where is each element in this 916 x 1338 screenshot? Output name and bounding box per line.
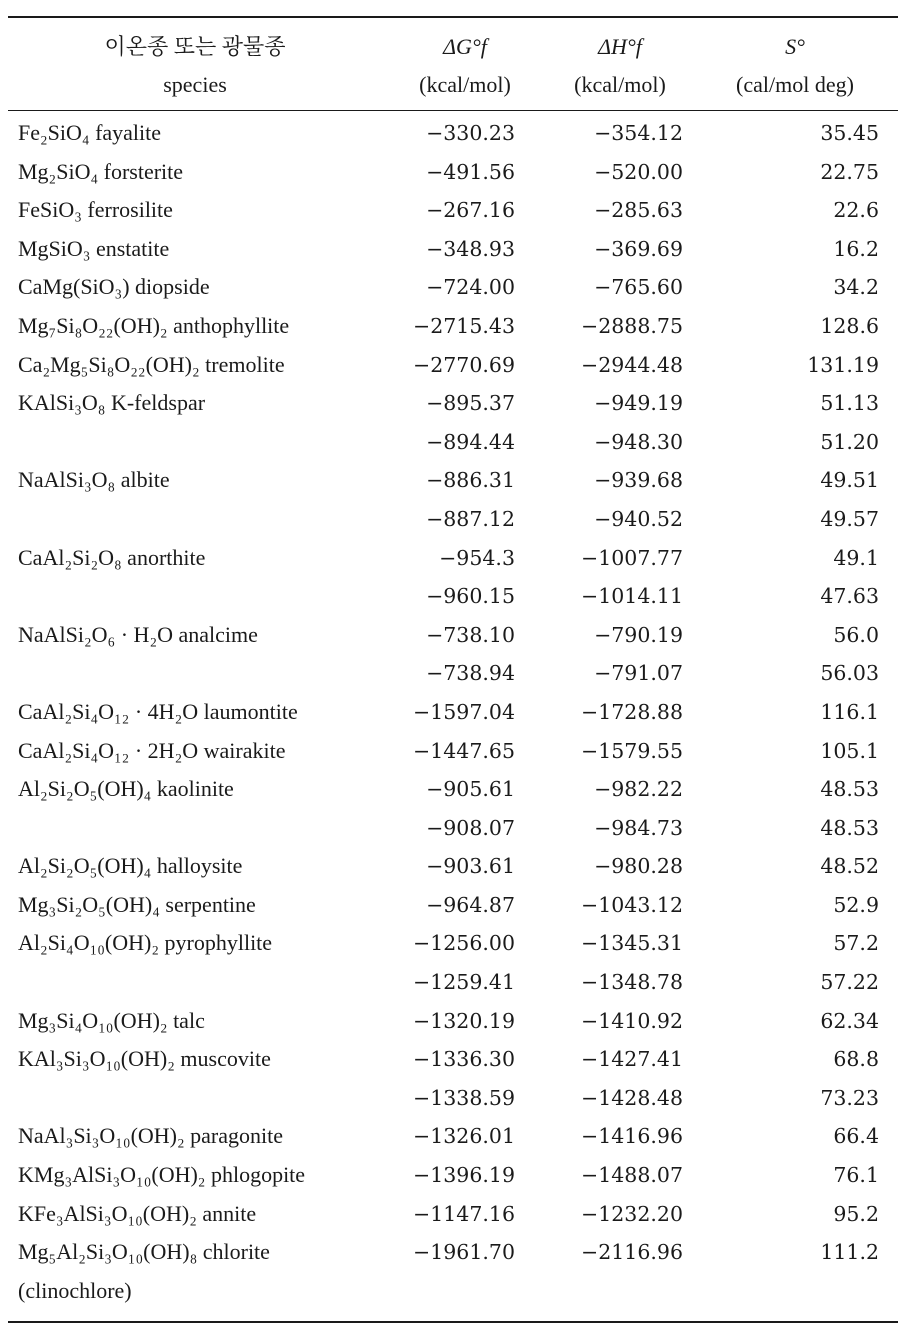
- table-row: [0, 1195, 916, 1234]
- species-name: Ca₂Mg₅Si₈O₂₂(OH)₂ tremolite: [18, 351, 285, 377]
- enthalpy-cell: −354.12: [594, 121, 683, 145]
- gibbs-energy-cell: −1326.01: [413, 1124, 515, 1149]
- species-cell: [18, 1156, 398, 1195]
- header-enthalpy: [555, 28, 685, 104]
- table-row: [0, 1117, 916, 1156]
- table-bottom-rule: [8, 1321, 898, 1323]
- species-name: Mg₃Si₄O₁₀(OH)₂ talc: [18, 1007, 205, 1033]
- table-row: [0, 847, 916, 886]
- enthalpy-cell: −980.28: [594, 854, 683, 879]
- entropy-cell: 52.9: [833, 892, 879, 917]
- table-row: [0, 693, 916, 732]
- species-name: Al₂Si₄O₁₀(OH)₂ pyrophyllite: [18, 930, 273, 956]
- species-cell: [18, 461, 398, 500]
- gibbs-energy-cell: −1147.16: [413, 1201, 515, 1226]
- entropy-cell: 22.6: [833, 198, 879, 223]
- gibbs-energy-cell: −330.23: [426, 121, 515, 145]
- entropy-cell: 48.52: [820, 854, 879, 879]
- species-name: Mg₇Si₈O₂₂(OH)₂ anthophyllite: [18, 312, 290, 338]
- species-name: Mg₂SiO₄ forsterite: [18, 158, 184, 184]
- entropy-cell: 66.4: [833, 1124, 879, 1149]
- entropy-cell: 56.03: [820, 661, 879, 686]
- species-name: NaAlSi₂O₆ · H₂O analcime: [18, 621, 258, 647]
- species-cell: [18, 384, 398, 423]
- table-row: [0, 1156, 916, 1195]
- entropy-cell: 68.8: [833, 1047, 879, 1072]
- species-cell: [18, 732, 398, 771]
- species-cell: [18, 770, 398, 809]
- enthalpy-cell: −939.68: [594, 468, 683, 493]
- species-name: Mg₃Si₂O₅(OH)₄ serpentine: [18, 891, 256, 917]
- species-cell: [18, 886, 398, 925]
- species-cell: [18, 114, 398, 153]
- species-name: CaAl₂Si₄O₁₂ · 2H₂O wairakite: [18, 737, 286, 763]
- table-row: [0, 230, 916, 269]
- species-name: Mg₅Al₂Si₃O₁₀(OH)₈ chlorite: [18, 1239, 270, 1265]
- table-row: [0, 268, 916, 307]
- header-gibbs: [400, 28, 530, 104]
- enthalpy-cell: −1007.77: [581, 545, 683, 570]
- table-row: [0, 191, 916, 230]
- entropy-cell: 22.75: [820, 159, 879, 184]
- table-row: [0, 307, 916, 346]
- species-cell: [18, 693, 398, 732]
- entropy-cell: 128.6: [820, 313, 879, 338]
- species-cell: [18, 230, 398, 269]
- gibbs-energy-cell: −964.87: [426, 892, 515, 917]
- gibbs-energy-cell: −894.44: [426, 429, 515, 454]
- species-cell: [18, 924, 398, 963]
- enthalpy-cell: −2888.75: [581, 313, 683, 338]
- table-row: [0, 461, 916, 500]
- enthalpy-cell: −940.52: [594, 506, 683, 531]
- table-row: [0, 1002, 916, 1041]
- gibbs-energy-cell: −1447.65: [413, 738, 515, 763]
- species-name: NaAlSi₃O₈ albite: [18, 467, 170, 493]
- enthalpy-cell: −790.19: [594, 622, 683, 647]
- species-name-continuation: (clinochlore): [18, 1277, 132, 1303]
- table-row: [0, 732, 916, 771]
- gibbs-energy-cell: −954.3: [439, 545, 515, 570]
- table-row: [0, 539, 916, 578]
- species-name: CaAl₂Si₂O₈ anorthite: [18, 544, 206, 570]
- gibbs-energy-cell: −1961.70: [413, 1240, 515, 1265]
- entropy-cell: 49.51: [820, 468, 879, 493]
- gibbs-energy-cell: −738.10: [426, 622, 515, 647]
- table-row: [0, 384, 916, 423]
- table-row: [0, 654, 916, 693]
- species-name: Al₂Si₂O₅(OH)₄ halloysite: [18, 853, 243, 879]
- table-row: [0, 153, 916, 192]
- entropy-cell: 51.13: [820, 391, 879, 416]
- table-row: [0, 1079, 916, 1118]
- gibbs-energy-cell: −491.56: [426, 159, 515, 184]
- enthalpy-cell: −1348.78: [581, 970, 683, 995]
- species-name: MgSiO₃ enstatite: [18, 235, 170, 261]
- gibbs-energy-cell: −267.16: [426, 198, 515, 223]
- gibbs-energy-cell: −1396.19: [413, 1163, 515, 1188]
- gibbs-energy-cell: −724.00: [426, 275, 515, 300]
- entropy-cell: 47.63: [820, 584, 879, 609]
- enthalpy-cell: −285.63: [594, 198, 683, 223]
- species-cell: [18, 268, 398, 307]
- entropy-cell: 48.53: [820, 777, 879, 802]
- entropy-cell: 35.45: [820, 121, 879, 145]
- species-cell: [18, 1040, 398, 1079]
- species-cell: [18, 191, 398, 230]
- gibbs-energy-cell: −1338.59: [413, 1085, 515, 1110]
- species-name: KMg₃AlSi₃O₁₀(OH)₂ phlogopite: [18, 1162, 306, 1188]
- entropy-cell: 76.1: [833, 1163, 879, 1188]
- entropy-cell: 34.2: [833, 275, 879, 300]
- enthalpy-cell: −1345.31: [581, 931, 683, 956]
- gibbs-energy-cell: −2770.69: [413, 352, 515, 377]
- header-species: [30, 28, 360, 104]
- gibbs-energy-cell: −738.94: [426, 661, 515, 686]
- enthalpy-cell: −1427.41: [581, 1047, 683, 1072]
- entropy-cell: 57.2: [833, 931, 879, 956]
- table-row: [0, 886, 916, 925]
- gibbs-energy-cell: −886.31: [426, 468, 515, 493]
- entropy-cell: 131.19: [807, 352, 879, 377]
- entropy-cell: 49.1: [833, 545, 879, 570]
- gibbs-energy-cell: −905.61: [426, 777, 515, 802]
- entropy-cell: 116.1: [820, 699, 879, 724]
- enthalpy-cell: −949.19: [594, 391, 683, 416]
- enthalpy-cell: −1232.20: [581, 1201, 683, 1226]
- species-name: CaMg(SiO₃) diopside: [18, 274, 210, 300]
- species-cell: [18, 847, 398, 886]
- enthalpy-cell: −1043.12: [581, 892, 683, 917]
- gibbs-energy-cell: −960.15: [426, 584, 515, 609]
- species-cell: [18, 307, 398, 346]
- table-row: [0, 423, 916, 462]
- enthalpy-cell: −1428.48: [581, 1085, 683, 1110]
- table-row: [0, 500, 916, 539]
- enthalpy-cell: −2944.48: [581, 352, 683, 377]
- enthalpy-cell: −982.22: [594, 777, 683, 802]
- gibbs-energy-cell: −1320.19: [413, 1008, 515, 1033]
- species-name: KFe₃AlSi₃O₁₀(OH)₂ annite: [18, 1200, 257, 1226]
- table-row: [0, 924, 916, 963]
- entropy-cell: 56.0: [833, 622, 879, 647]
- gibbs-energy-cell: −2715.43: [413, 313, 515, 338]
- enthalpy-cell: −1410.92: [581, 1008, 683, 1033]
- gibbs-energy-cell: −1256.00: [413, 931, 515, 956]
- enthalpy-cell: −791.07: [594, 661, 683, 686]
- entropy-cell: 48.53: [820, 815, 879, 840]
- entropy-cell: 111.2: [820, 1240, 879, 1265]
- species-name: FeSiO₃ ferrosilite: [18, 197, 173, 223]
- enthalpy-cell: −984.73: [594, 815, 683, 840]
- gibbs-energy-cell: −895.37: [426, 391, 515, 416]
- gibbs-energy-cell: −908.07: [426, 815, 515, 840]
- header-gibbs-unit: (kcal/mol): [419, 72, 511, 97]
- entropy-cell: 57.22: [820, 970, 879, 995]
- table-top-rule: [8, 16, 898, 18]
- entropy-cell: 95.2: [833, 1201, 879, 1226]
- entropy-cell: 73.23: [820, 1085, 879, 1110]
- table-row: [0, 809, 916, 848]
- entropy-cell: 49.57: [820, 506, 879, 531]
- header-entropy-symbol: S°: [785, 34, 805, 59]
- table-body: [0, 114, 916, 1310]
- header-enthalpy-unit: (kcal/mol): [574, 72, 666, 97]
- gibbs-energy-cell: −1259.41: [413, 970, 515, 995]
- species-cell: [18, 616, 398, 655]
- header-entropy-unit: (cal/mol deg): [736, 72, 854, 97]
- species-cell: [18, 539, 398, 578]
- species-cell: [18, 1002, 398, 1041]
- table-row: [0, 963, 916, 1002]
- entropy-cell: 105.1: [820, 738, 879, 763]
- table-row: [0, 1233, 916, 1310]
- gibbs-energy-cell: −1597.04: [413, 699, 515, 724]
- species-cell: [18, 346, 398, 385]
- gibbs-energy-cell: −887.12: [426, 506, 515, 531]
- enthalpy-cell: −1416.96: [581, 1124, 683, 1149]
- header-species-english: species: [163, 72, 227, 97]
- header-divider-rule: [8, 110, 898, 111]
- table-row: [0, 1040, 916, 1079]
- header-gibbs-symbol: ΔG°f: [443, 34, 487, 59]
- enthalpy-cell: −2116.96: [581, 1240, 683, 1265]
- table-row: [0, 114, 916, 153]
- enthalpy-cell: −1488.07: [581, 1163, 683, 1188]
- enthalpy-cell: −520.00: [594, 159, 683, 184]
- enthalpy-cell: −1728.88: [581, 699, 683, 724]
- header-species-korean: 이온종 또는 광물종: [104, 34, 286, 59]
- enthalpy-cell: −765.60: [594, 275, 683, 300]
- species-name: KAl₃Si₃O₁₀(OH)₂ muscovite: [18, 1046, 271, 1072]
- enthalpy-cell: −369.69: [594, 236, 683, 261]
- species-name: CaAl₂Si₄O₁₂ · 4H₂O laumontite: [18, 698, 298, 724]
- table-row: [0, 346, 916, 385]
- table-row: [0, 616, 916, 655]
- header-enthalpy-symbol: ΔH°f: [598, 34, 642, 59]
- entropy-cell: 16.2: [833, 236, 879, 261]
- species-cell: [18, 153, 398, 192]
- entropy-cell: 51.20: [820, 429, 879, 454]
- header-entropy: [715, 28, 875, 104]
- table-row: [0, 577, 916, 616]
- enthalpy-cell: −948.30: [594, 429, 683, 454]
- species-cell: [18, 1195, 398, 1234]
- gibbs-energy-cell: −348.93: [426, 236, 515, 261]
- species-cell: [18, 1233, 398, 1310]
- species-name: KAlSi₃O₈ K-feldspar: [18, 390, 206, 416]
- entropy-cell: 62.34: [820, 1008, 879, 1033]
- species-name: NaAl₃Si₃O₁₀(OH)₂ paragonite: [18, 1123, 284, 1149]
- species-name: Al₂Si₂O₅(OH)₄ kaolinite: [18, 776, 234, 802]
- enthalpy-cell: −1579.55: [581, 738, 683, 763]
- species-name: Fe₂SiO₄ fayalite: [18, 120, 162, 145]
- species-cell: [18, 1117, 398, 1156]
- gibbs-energy-cell: −1336.30: [413, 1047, 515, 1072]
- enthalpy-cell: −1014.11: [581, 584, 683, 609]
- gibbs-energy-cell: −903.61: [426, 854, 515, 879]
- table-row: [0, 770, 916, 809]
